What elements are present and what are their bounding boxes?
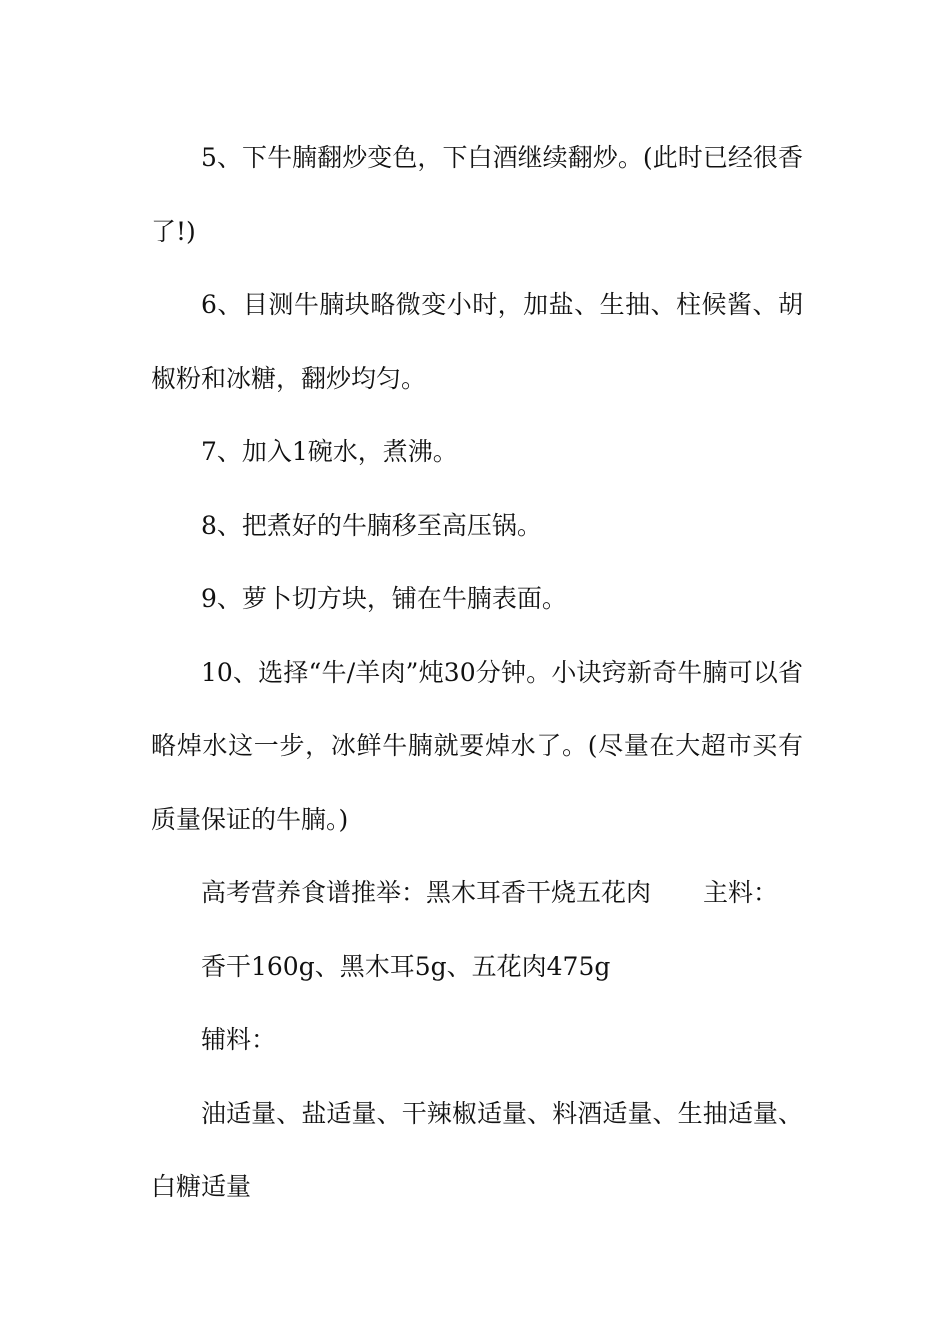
main-ingredients: 香干160g、黑木耳5g、五花肉475g	[201, 951, 611, 981]
main-ingredients-label: 主料：	[703, 878, 779, 907]
step-7: 7、加入1碗水，煮沸。	[201, 437, 458, 466]
document-body	[151, 121, 803, 1224]
aux-ingredients: 油适量、盐适量、干辣椒适量、料酒适量、生抽适量、白糖适量	[151, 1098, 803, 1201]
step-10: 10、选择“牛/羊肉”炖30分钟。小诀窍新奇牛腩可以省略焯水这一步，冰鲜牛腩就要焯水了。(尽量在大超市买有质量保证的牛腩。)	[151, 657, 803, 834]
step-5: 5、下牛腩翻炒变色，下白酒继续翻炒。(此时已经很香了!)	[151, 143, 803, 246]
aux-ingredients-label: 辅料：	[201, 1025, 277, 1054]
step-6: 6、目测牛腩块略微变小时，加盐、生抽、柱候酱、胡椒粉和冰糖，翻炒均匀。	[151, 290, 803, 393]
step-8: 8、把煮好的牛腩移至高压锅。	[201, 510, 542, 540]
recipe-heading-line	[151, 856, 803, 930]
step-9: 9、萝卜切方块，铺在牛腩表面。	[201, 584, 567, 613]
recipe-title: 高考营养食谱推举：黑木耳香干烧五花肉	[201, 878, 652, 907]
